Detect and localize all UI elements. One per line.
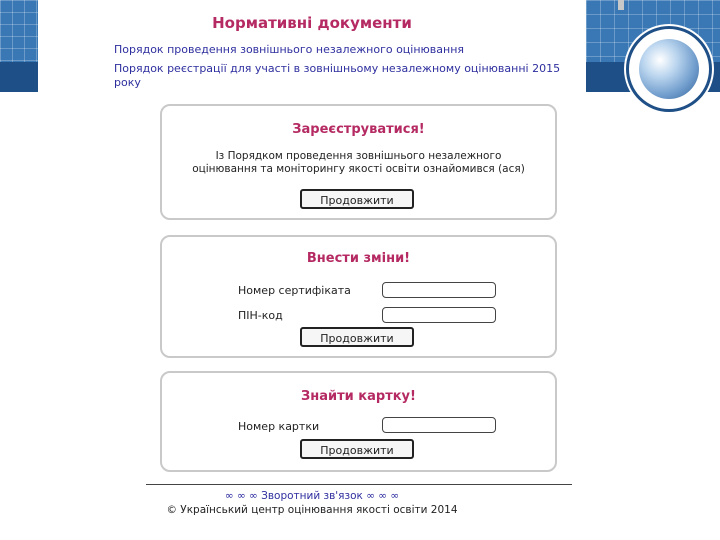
register-continue-button[interactable]: Продовжити: [300, 189, 414, 209]
pin-code-input[interactable]: [382, 307, 496, 323]
register-agreement-text: Із Порядком проведення зовнішнього незалежного оцінювання та моніторингу якості освіти ознайомився (ася): [192, 150, 525, 175]
scrollbar[interactable]: [618, 0, 624, 10]
certificate-label: Номер сертифіката: [238, 284, 351, 297]
changes-continue-button[interactable]: Продовжити: [300, 327, 414, 347]
doc-link-registration-procedure-cont[interactable]: року: [114, 76, 141, 89]
slide-grid-left: [0, 0, 38, 62]
copyright-text: © Український центр оцінювання якості освіти 2014: [166, 504, 458, 516]
page-title: Нормативні документи: [212, 14, 412, 32]
doc-link-registration-procedure[interactable]: Порядок реєстрації для участі в зовнішньому незалежному оцінюванні 2015: [114, 62, 561, 75]
web-page: [38, 0, 586, 540]
find-card-title: Знайти картку!: [301, 389, 416, 404]
card-number-label: Номер картки: [238, 420, 320, 433]
changes-title: Внести зміни!: [306, 251, 411, 266]
doc-link-assessment-procedure[interactable]: Порядок проведення зовнішнього незалежного оцінювання: [114, 43, 465, 56]
register-title: Зареєструватися!: [292, 122, 425, 137]
globe-emblem: [626, 26, 712, 112]
register-panel: [160, 104, 557, 220]
certificate-number-input[interactable]: [382, 282, 496, 298]
find-card-continue-button[interactable]: Продовжити: [300, 439, 414, 459]
pin-label: ПІН-код: [238, 309, 283, 322]
changes-panel: [160, 235, 557, 358]
globe-icon: [639, 39, 699, 99]
card-number-input[interactable]: [382, 417, 496, 433]
footer-divider: [146, 484, 572, 485]
find-card-panel: [160, 371, 557, 472]
feedback-link[interactable]: ∞ ∞ ∞ Зворотний зв'язок ∞ ∞ ∞: [224, 490, 400, 502]
